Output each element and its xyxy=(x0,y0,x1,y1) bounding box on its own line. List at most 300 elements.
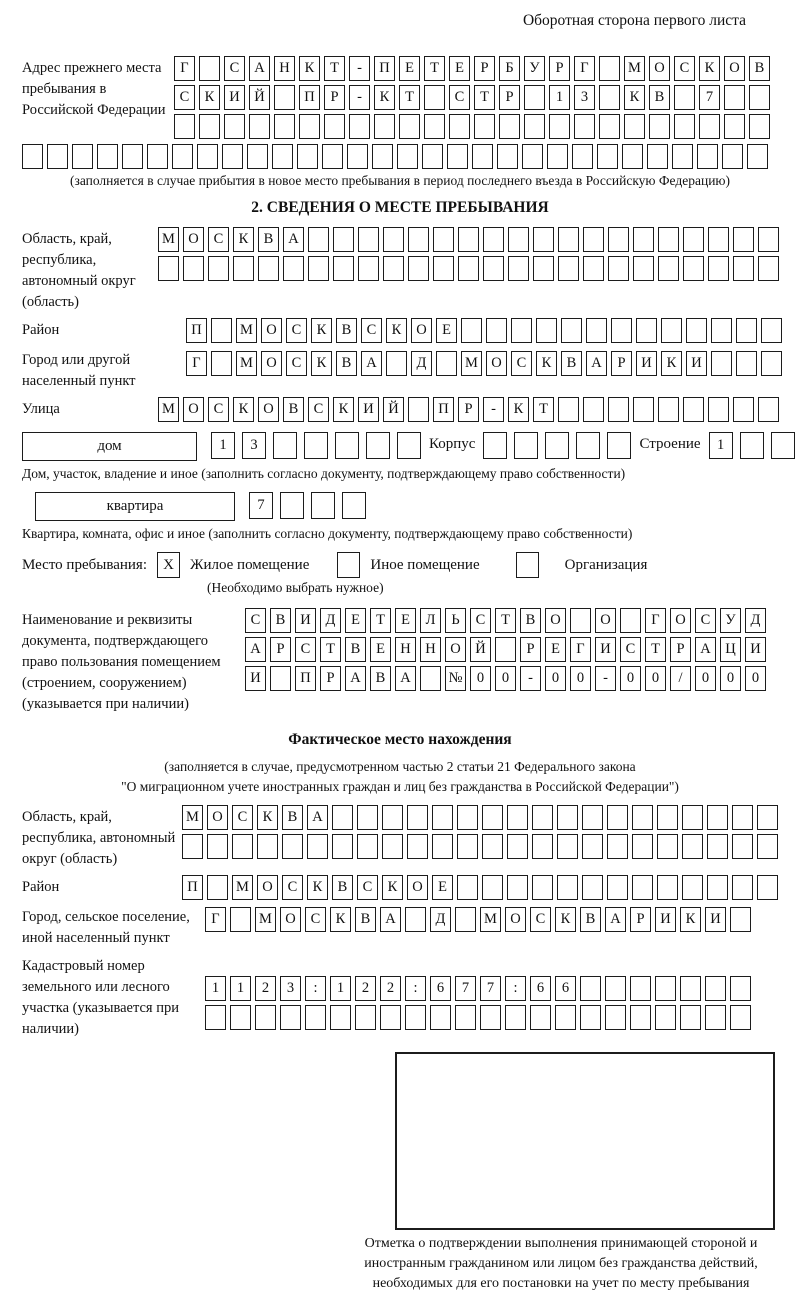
char-cell xyxy=(757,805,778,830)
char-cell xyxy=(574,114,595,139)
char-cell xyxy=(399,114,420,139)
char-cell xyxy=(383,227,404,252)
char-cell xyxy=(342,492,366,519)
char-cell xyxy=(682,805,703,830)
char-row xyxy=(245,666,766,691)
char-cell: : xyxy=(405,976,426,1001)
char-cell xyxy=(724,114,745,139)
char-cell: 6 xyxy=(555,976,576,1001)
char-cell: С xyxy=(305,907,326,932)
char-cell: Й xyxy=(383,397,404,422)
char-cell: И xyxy=(295,608,316,633)
char-cell xyxy=(174,114,195,139)
char-cell: 1 xyxy=(549,85,570,110)
char-cell: У xyxy=(720,608,741,633)
char-cell xyxy=(249,114,270,139)
char-cell xyxy=(335,432,359,459)
char-cell xyxy=(97,144,118,169)
char-cell: Ь xyxy=(445,608,466,633)
char-cell xyxy=(422,144,443,169)
char-cell: К xyxy=(680,907,701,932)
char-cell xyxy=(424,85,445,110)
char-cell: К xyxy=(199,85,220,110)
char-cell: М xyxy=(182,805,203,830)
char-cell: М xyxy=(480,907,501,932)
char-cell: Т xyxy=(320,637,341,662)
char-cell: О xyxy=(261,351,282,376)
char-cell xyxy=(611,318,632,343)
char-cell xyxy=(222,144,243,169)
char-cell xyxy=(736,318,757,343)
char-cell: Ц xyxy=(720,637,741,662)
char-cell xyxy=(397,144,418,169)
char-cell: О xyxy=(649,56,670,81)
char-cell xyxy=(458,256,479,281)
char-cell xyxy=(705,976,726,1001)
char-cell: О xyxy=(407,875,428,900)
char-cell xyxy=(524,85,545,110)
char-cell xyxy=(436,351,457,376)
char-cell: - xyxy=(520,666,541,691)
char-cell xyxy=(349,114,370,139)
char-cell: С xyxy=(208,397,229,422)
char-cell: В xyxy=(370,666,391,691)
page-header: Оборотная сторона первого листа xyxy=(522,12,746,29)
stamp-area xyxy=(22,1052,778,1293)
char-cell xyxy=(730,907,751,932)
char-cell xyxy=(311,492,335,519)
char-cell: 0 xyxy=(470,666,491,691)
char-cell: Д xyxy=(430,907,451,932)
char-cell: О xyxy=(724,56,745,81)
char-cell: К xyxy=(624,85,645,110)
char-cell xyxy=(732,834,753,859)
char-cell xyxy=(722,144,743,169)
char-cell xyxy=(655,1005,676,1030)
char-cell: К xyxy=(299,56,320,81)
stay-type-row xyxy=(22,552,778,578)
char-cell xyxy=(686,318,707,343)
char-cell xyxy=(758,397,779,422)
char-cell: С xyxy=(470,608,491,633)
char-cell xyxy=(633,256,654,281)
char-cell xyxy=(283,256,304,281)
apartment-cells xyxy=(249,492,366,519)
char-cell xyxy=(620,608,641,633)
char-cell: В xyxy=(336,318,357,343)
char-cell xyxy=(457,805,478,830)
char-cell xyxy=(461,318,482,343)
char-cell xyxy=(270,666,291,691)
char-cell xyxy=(324,114,345,139)
char-cell xyxy=(457,875,478,900)
char-cell: 1 xyxy=(330,976,351,1001)
char-cell xyxy=(22,144,43,169)
char-cell: С xyxy=(511,351,532,376)
char-cell xyxy=(158,256,179,281)
char-cell xyxy=(583,397,604,422)
char-cell: С xyxy=(308,397,329,422)
char-cell xyxy=(608,227,629,252)
region-block xyxy=(22,227,778,313)
char-cell xyxy=(457,834,478,859)
char-cell: 0 xyxy=(645,666,666,691)
char-cell: С xyxy=(208,227,229,252)
char-cell: М xyxy=(236,318,257,343)
street-block xyxy=(22,397,778,422)
char-cell xyxy=(555,1005,576,1030)
char-cell xyxy=(147,144,168,169)
char-cell: 2 xyxy=(380,976,401,1001)
char-cell xyxy=(758,227,779,252)
actual-region-block xyxy=(22,805,778,870)
cadastral-label: Кадастровый номер земельного или лесного участка (указывается при наличии) xyxy=(22,958,179,1038)
char-cell xyxy=(707,875,728,900)
char-cell xyxy=(682,834,703,859)
char-cell: К xyxy=(233,227,254,252)
char-cell xyxy=(558,256,579,281)
char-cell: Р xyxy=(549,56,570,81)
char-cell: 0 xyxy=(495,666,516,691)
char-cell: В xyxy=(332,875,353,900)
apartment-box-label: квартира xyxy=(35,492,235,521)
char-cell xyxy=(458,227,479,252)
char-cell xyxy=(608,397,629,422)
char-cell xyxy=(407,834,428,859)
char-cell xyxy=(632,805,653,830)
char-cell xyxy=(582,875,603,900)
char-cell: К xyxy=(311,351,332,376)
char-cell: 6 xyxy=(530,976,551,1001)
house-note: Дом, участок, владение и иное (заполнить согласно документу, подтверждающему право собственности) xyxy=(22,466,626,482)
char-cell: С xyxy=(620,637,641,662)
char-cell: Р xyxy=(320,666,341,691)
char-cell xyxy=(547,144,568,169)
char-cell: Т xyxy=(645,637,666,662)
char-cell: 1 xyxy=(709,432,733,459)
char-cell: Й xyxy=(249,85,270,110)
char-cell: С xyxy=(245,608,266,633)
char-cell: В xyxy=(749,56,770,81)
char-cell xyxy=(657,875,678,900)
char-cell xyxy=(430,1005,451,1030)
char-cell xyxy=(532,805,553,830)
char-cell xyxy=(495,637,516,662)
char-cell: А xyxy=(283,227,304,252)
district-block xyxy=(22,318,778,343)
char-cell: М xyxy=(236,351,257,376)
char-cell xyxy=(657,805,678,830)
stamp-caption: Отметка о подтверждении выполнения принимающей стороной и иностранным гражданином или лицом без гражданства действий, необходимых для его постановки на учет по месту пребывания xyxy=(364,1236,758,1291)
char-cell: С xyxy=(286,318,307,343)
char-cell xyxy=(707,805,728,830)
char-cell: Т xyxy=(399,85,420,110)
char-cell xyxy=(407,805,428,830)
char-cell xyxy=(405,907,426,932)
region-label: Область, край, республика, автономный округ (область) xyxy=(22,231,136,311)
char-cell: С xyxy=(295,637,316,662)
char-cell: О xyxy=(261,318,282,343)
char-cell: 0 xyxy=(695,666,716,691)
char-cell xyxy=(508,256,529,281)
cadastral-rows xyxy=(205,976,751,1030)
char-cell: П xyxy=(295,666,316,691)
char-cell xyxy=(561,318,582,343)
char-cell xyxy=(380,1005,401,1030)
char-cell xyxy=(172,144,193,169)
char-cell: К xyxy=(330,907,351,932)
char-cell xyxy=(533,227,554,252)
char-cell xyxy=(230,907,251,932)
char-cell xyxy=(757,875,778,900)
char-cell xyxy=(682,875,703,900)
char-cell: О xyxy=(505,907,526,932)
stroenie-cells xyxy=(709,432,800,459)
char-cell: М xyxy=(624,56,645,81)
char-cell xyxy=(247,144,268,169)
char-cell: Р xyxy=(611,351,632,376)
char-cell xyxy=(482,875,503,900)
char-cell: Т xyxy=(495,608,516,633)
char-cell xyxy=(524,114,545,139)
char-cell xyxy=(122,144,143,169)
char-cell: М xyxy=(232,875,253,900)
char-cell xyxy=(449,114,470,139)
char-cell xyxy=(455,1005,476,1030)
char-cell xyxy=(333,256,354,281)
char-cell: А xyxy=(361,351,382,376)
char-cell xyxy=(224,114,245,139)
char-cell xyxy=(505,1005,526,1030)
char-cell: О xyxy=(183,397,204,422)
char-cell xyxy=(233,256,254,281)
char-cell: О xyxy=(595,608,616,633)
char-cell xyxy=(747,144,768,169)
char-cell: Т xyxy=(533,397,554,422)
char-cell xyxy=(599,56,620,81)
prev-address-label: Адрес прежнего места пребывания в Российской Федерации xyxy=(22,60,166,119)
char-cell: С xyxy=(282,875,303,900)
char-cell: Е xyxy=(545,637,566,662)
char-cell: М xyxy=(158,397,179,422)
char-cell: Е xyxy=(436,318,457,343)
char-cell xyxy=(386,351,407,376)
char-cell xyxy=(497,144,518,169)
char-cell xyxy=(308,227,329,252)
char-cell xyxy=(708,256,729,281)
char-row xyxy=(205,976,751,1001)
char-cell: / xyxy=(670,666,691,691)
char-cell: 0 xyxy=(745,666,766,691)
char-cell: : xyxy=(305,976,326,1001)
char-cell xyxy=(683,227,704,252)
char-row xyxy=(186,318,782,343)
char-cell xyxy=(732,805,753,830)
stroenie-label: Строение xyxy=(639,436,701,453)
char-cell: С xyxy=(232,805,253,830)
char-cell: О xyxy=(258,397,279,422)
char-cell xyxy=(480,1005,501,1030)
char-cell xyxy=(358,256,379,281)
char-cell xyxy=(483,256,504,281)
char-row xyxy=(182,834,778,859)
char-cell xyxy=(199,114,220,139)
char-cell: О xyxy=(486,351,507,376)
char-cell xyxy=(472,144,493,169)
char-cell xyxy=(508,227,529,252)
char-cell: Г xyxy=(205,907,226,932)
char-cell xyxy=(607,805,628,830)
char-cell: 0 xyxy=(620,666,641,691)
char-cell xyxy=(674,85,695,110)
char-cell xyxy=(424,114,445,139)
char-cell: Д xyxy=(745,608,766,633)
char-cell xyxy=(758,256,779,281)
char-cell xyxy=(72,144,93,169)
char-cell: Е xyxy=(370,637,391,662)
char-cell: А xyxy=(307,805,328,830)
actual-city-block xyxy=(22,905,778,949)
char-cell xyxy=(507,805,528,830)
char-cell: П xyxy=(374,56,395,81)
actual-location-note-1: (заполняется в случае, предусмотренном частью 2 статьи 21 Федерального закона xyxy=(164,759,636,775)
char-cell xyxy=(583,256,604,281)
char-cell xyxy=(433,256,454,281)
char-cell xyxy=(333,227,354,252)
char-cell xyxy=(274,114,295,139)
char-cell: 3 xyxy=(242,432,266,459)
char-cell xyxy=(432,834,453,859)
char-cell xyxy=(207,834,228,859)
char-cell: Р xyxy=(458,397,479,422)
char-cell xyxy=(358,227,379,252)
actual-location-title: Фактическое место нахождения xyxy=(288,731,512,749)
char-row xyxy=(158,397,779,422)
char-cell: Р xyxy=(520,637,541,662)
char-row xyxy=(158,227,779,252)
char-cell xyxy=(408,227,429,252)
char-cell: Е xyxy=(449,56,470,81)
char-cell xyxy=(771,432,795,459)
char-cell: - xyxy=(483,397,504,422)
char-cell xyxy=(545,432,569,459)
street-label: Улица xyxy=(22,401,60,418)
char-cell: Г xyxy=(574,56,595,81)
char-cell xyxy=(420,666,441,691)
char-cell xyxy=(580,976,601,1001)
char-cell: 7 xyxy=(249,492,273,519)
char-cell xyxy=(533,256,554,281)
char-cell: В xyxy=(649,85,670,110)
char-cell: 3 xyxy=(574,85,595,110)
char-cell xyxy=(711,318,732,343)
stay-option-organization-label: Организация xyxy=(564,556,648,573)
prev-address-rows xyxy=(174,56,770,139)
char-cell xyxy=(761,351,782,376)
char-cell: У xyxy=(524,56,545,81)
char-cell xyxy=(530,1005,551,1030)
char-cell xyxy=(211,351,232,376)
char-cell xyxy=(357,805,378,830)
char-cell xyxy=(749,85,770,110)
char-cell: 3 xyxy=(280,976,301,1001)
char-cell xyxy=(599,114,620,139)
char-cell: С xyxy=(674,56,695,81)
char-cell xyxy=(572,144,593,169)
char-cell: 7 xyxy=(455,976,476,1001)
char-cell xyxy=(699,114,720,139)
char-cell: М xyxy=(158,227,179,252)
char-cell: О xyxy=(257,875,278,900)
char-cell xyxy=(332,834,353,859)
char-cell xyxy=(272,144,293,169)
char-row xyxy=(245,637,766,662)
char-cell xyxy=(582,834,603,859)
char-cell: Р xyxy=(324,85,345,110)
char-cell xyxy=(674,114,695,139)
char-cell: В xyxy=(345,637,366,662)
char-cell: 2 xyxy=(255,976,276,1001)
char-cell: - xyxy=(349,56,370,81)
char-cell xyxy=(576,432,600,459)
char-cell: И xyxy=(358,397,379,422)
char-cell xyxy=(47,144,68,169)
char-cell: Г xyxy=(570,637,591,662)
char-cell: С xyxy=(174,85,195,110)
char-cell xyxy=(205,1005,226,1030)
char-cell xyxy=(733,397,754,422)
char-cell: К xyxy=(555,907,576,932)
char-cell xyxy=(536,318,557,343)
char-cell xyxy=(583,227,604,252)
korpus-cells xyxy=(483,432,631,459)
char-cell: А xyxy=(249,56,270,81)
char-cell xyxy=(230,1005,251,1030)
char-cell: Р xyxy=(670,637,691,662)
char-row xyxy=(174,56,770,81)
char-cell xyxy=(332,805,353,830)
char-cell xyxy=(733,227,754,252)
city-block xyxy=(22,348,778,392)
section2-title: 2. СВЕДЕНИЯ О МЕСТЕ ПРЕБЫВАНИЯ xyxy=(251,199,549,216)
char-cell xyxy=(280,492,304,519)
document-label: Наименование и реквизиты документа, подтверждающего право пользования помещением (строением, сооружением) (указывается при наличии) xyxy=(22,612,221,713)
char-cell: В xyxy=(282,805,303,830)
char-cell xyxy=(558,397,579,422)
char-cell xyxy=(405,1005,426,1030)
char-cell: Е xyxy=(395,608,416,633)
char-cell xyxy=(708,397,729,422)
char-cell xyxy=(304,432,328,459)
char-cell xyxy=(658,256,679,281)
char-cell xyxy=(622,144,643,169)
char-cell: Р xyxy=(270,637,291,662)
char-cell xyxy=(257,834,278,859)
char-cell xyxy=(605,976,626,1001)
char-cell: Е xyxy=(432,875,453,900)
actual-district-label: Район xyxy=(22,879,60,896)
char-cell xyxy=(182,834,203,859)
char-cell xyxy=(580,1005,601,1030)
char-cell: И xyxy=(705,907,726,932)
char-cell: К xyxy=(382,875,403,900)
char-row xyxy=(205,1005,751,1030)
char-cell xyxy=(232,834,253,859)
char-cell: С xyxy=(695,608,716,633)
char-cell: В xyxy=(270,608,291,633)
char-cell: К xyxy=(508,397,529,422)
char-cell xyxy=(549,114,570,139)
